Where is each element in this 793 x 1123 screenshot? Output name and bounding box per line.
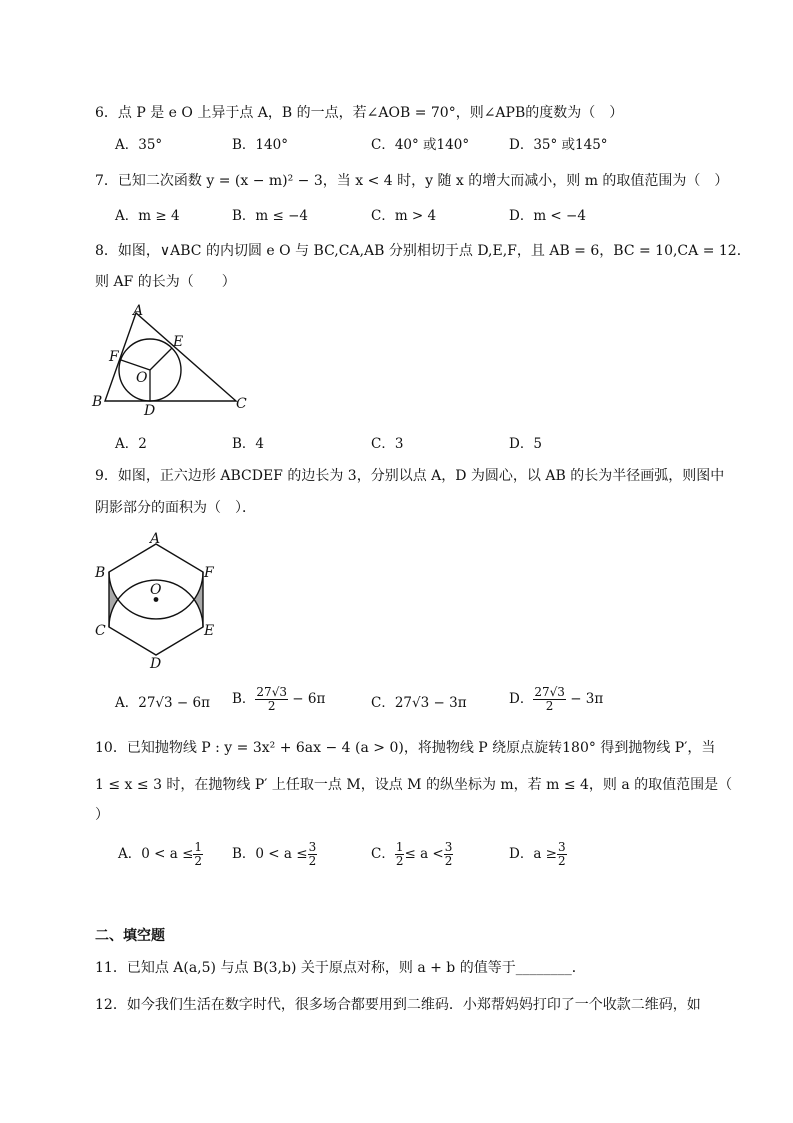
option-prefix: a ≥ [533, 846, 557, 862]
numerator: 3 [444, 840, 453, 854]
numerator: 1 [395, 840, 404, 854]
option-letter: B． [232, 691, 256, 707]
q8-stem-line1: 8．如图，∨ABC 的内切圆 e O 与 BC,CA,AB 分别相切于点 D,E,F，且 AB = 6，BC = 10,CA = 12． [95, 243, 751, 259]
label-d: D [144, 403, 156, 418]
q11-stem: 11．已知点 A(a,5) 与点 B(3,b) 关于原点对称，则 a + b 的值等于________． [95, 960, 586, 976]
q9-option-d [509, 686, 603, 713]
option-prefix: 0 < a ≤ [255, 846, 308, 862]
label-f: F [109, 349, 119, 365]
q8-option-a: A．2 [115, 436, 147, 452]
q7-option-c: C．m > 4 [371, 208, 437, 224]
q9-option-a [115, 694, 210, 712]
q8-option-c: C．3 [371, 436, 404, 452]
numerator: 3 [557, 840, 566, 854]
q10-option-c [371, 841, 453, 868]
option-letter: A． [118, 846, 142, 862]
q8-triangle-incircle-figure [88, 300, 258, 418]
q8-stem-line2: 则 AF 的长为（ ） [95, 274, 236, 290]
option-letter: D． [509, 846, 534, 862]
q6-option-b: B．140° [232, 137, 288, 153]
label-a: A [150, 531, 161, 547]
option-letter: C． [371, 846, 395, 862]
fraction [255, 686, 288, 713]
option-letter: A． [115, 695, 139, 711]
option-tail: − 3π [570, 691, 604, 707]
radius-of [121, 360, 150, 370]
fraction [444, 841, 454, 868]
option-prefix: 0 < a ≤ [141, 846, 194, 862]
denominator: 2 [194, 854, 203, 868]
q10-option-b [232, 841, 317, 868]
fraction [533, 686, 566, 713]
numerator: 3 [308, 840, 317, 854]
label-b: B [95, 565, 106, 581]
denominator: 2 [557, 854, 566, 868]
q12-stem: 12．如今我们生活在数字时代，很多场合都要用到二维码．小郑帮妈妈打印了一个收款二维码，如 [95, 997, 701, 1013]
label-e: E [204, 623, 215, 639]
label-d: D [150, 656, 162, 672]
numerator: 1 [194, 840, 203, 854]
denominator: 2 [308, 854, 317, 868]
q9-stem-line1: 9．如图，正六边形 ABCDEF 的边长为 3，分别以点 A，D 为圆心，以 AB 的长为半径画弧，则图中 [95, 468, 725, 484]
q6-stem: 6．点 P 是 e O 上异于点 A，B 的一点，若∠AOB = 70°，则∠APB的度数为（ ） [95, 105, 624, 121]
q9-option-b [232, 686, 325, 713]
q10-stem-line3: ） [95, 807, 109, 823]
fraction [193, 841, 203, 868]
label-f: F [204, 565, 214, 581]
option-value: 27√3 − 6π [138, 695, 210, 711]
q7-option-a: A．m ≥ 4 [115, 208, 180, 224]
numerator: 27√3 [256, 685, 287, 699]
denominator: 2 [444, 854, 453, 868]
denominator: 2 [395, 854, 404, 868]
q7-stem: 7．已知二次函数 y = (x − m)² − 3，当 x < 4 时，y 随 x 的增大而减小，则 m 的取值范围为（ ） [95, 173, 729, 189]
label-e: E [173, 334, 184, 350]
numerator: 27√3 [534, 685, 565, 699]
fraction [308, 841, 318, 868]
label-c: C [95, 623, 106, 639]
section-title: 二、填空题 [95, 928, 165, 944]
q8-option-b: B．4 [232, 436, 265, 452]
q10-option-a [118, 841, 203, 868]
option-letter: D． [509, 691, 534, 707]
q6-option-a: A．35° [115, 137, 163, 153]
q7-option-d: D．m < −4 [509, 208, 586, 224]
label-o: O [136, 370, 148, 386]
q6-option-d: D．35° 或145° [509, 137, 608, 153]
label-c: C [236, 396, 247, 412]
option-letter: B． [232, 846, 256, 862]
q9-hexagon-figure [88, 528, 228, 672]
fraction [557, 841, 567, 868]
q10-stem-line1: 10．已知抛物线 P : y = 3x² + 6ax − 4 (a > 0)，将抛物线 P 绕原点旋转180° 得到抛物线 P′，当 [95, 740, 716, 756]
radius-oe [150, 348, 172, 370]
option-letter: C． [371, 695, 395, 711]
q8-option-d: D．5 [509, 436, 542, 452]
label-b: B [92, 394, 103, 410]
q6-option-c: C．40° 或140° [371, 137, 470, 153]
label-o: O [150, 582, 162, 598]
option-value: 27√3 − 3π [394, 695, 467, 711]
option-tail: − 6π [292, 691, 326, 707]
q10-option-d [509, 841, 567, 868]
option-middle: ≤ a < [404, 846, 444, 862]
q9-stem-line2: 阴影部分的面积为（ ）． [95, 500, 256, 516]
q10-stem-line2: 1 ≤ x ≤ 3 时，在抛物线 P′ 上任取一点 M，设点 M 的纵坐标为 m，若 m ≤ 4，则 a 的取值范围是（ [95, 777, 733, 793]
q7-option-b: B．m ≤ −4 [232, 208, 309, 224]
denominator: 2 [545, 699, 554, 713]
q9-option-c [371, 694, 467, 712]
denominator: 2 [267, 699, 276, 713]
label-a: A [133, 303, 144, 319]
